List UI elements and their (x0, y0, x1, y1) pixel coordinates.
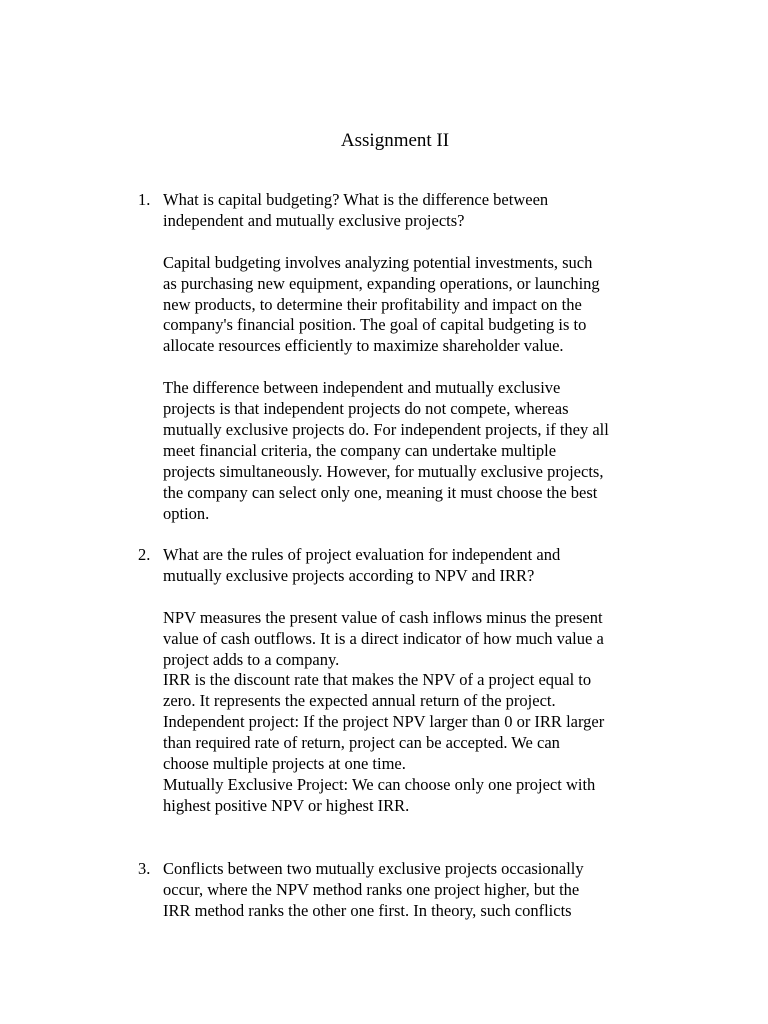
answer-paragraph: The difference between independent and mutually exclusive projects is that independent projects do not compete, whereas mutually exclusive projects do. For independent projects, if they all meet financial criteria, the company can undertake multiple projects simultaneously. However, for mutually exclusive projects, the company can select only one, meaning it must choose the best option. (163, 378, 609, 523)
question-text: Conflicts between two mutually exclusive projects occasionally occur, where the NPV method ranks one project higher, but the IRR method ranks the other one first. In theory, such conflicts (163, 859, 584, 920)
answer-paragraph: Capital budgeting involves analyzing potential investments, such as purchasing new equipment, expanding operations, or launching new products, to determine their profitability and impact on the company's financial position. The goal of capital budgeting is to allocate resources efficiently to maximize shareholder value. (163, 252, 600, 356)
question-text: What is capital budgeting? What is the difference between independent and mutually exclusive projects? (163, 190, 549, 230)
question-text: What are the rules of project evaluation for independent and mutually exclusive projects according to NPV and IRR? (163, 545, 561, 585)
question-3 (138, 859, 658, 922)
answer-paragraph: NPV measures the present value of cash inflows minus the present value of cash outflows. It is a direct indicator of how much value a project adds to a company. IRR is the discount rate that makes the NPV of a project equal to zero. It represents the expected annual return of the project. Independent project: If the project NPV larger than 0 or IRR larger than required rate of return, project can be accepted. We can choose multiple projects at one time. Mutually Exclusive Project: We can choose only one project with highest positive NPV or highest IRR. (163, 607, 605, 815)
question-number: 2. (138, 545, 151, 564)
question-number: 1. (138, 190, 151, 209)
question-1 (138, 190, 658, 524)
question-number: 3. (138, 859, 151, 878)
document-title: Assignment II (340, 130, 450, 151)
question-2 (138, 545, 658, 817)
